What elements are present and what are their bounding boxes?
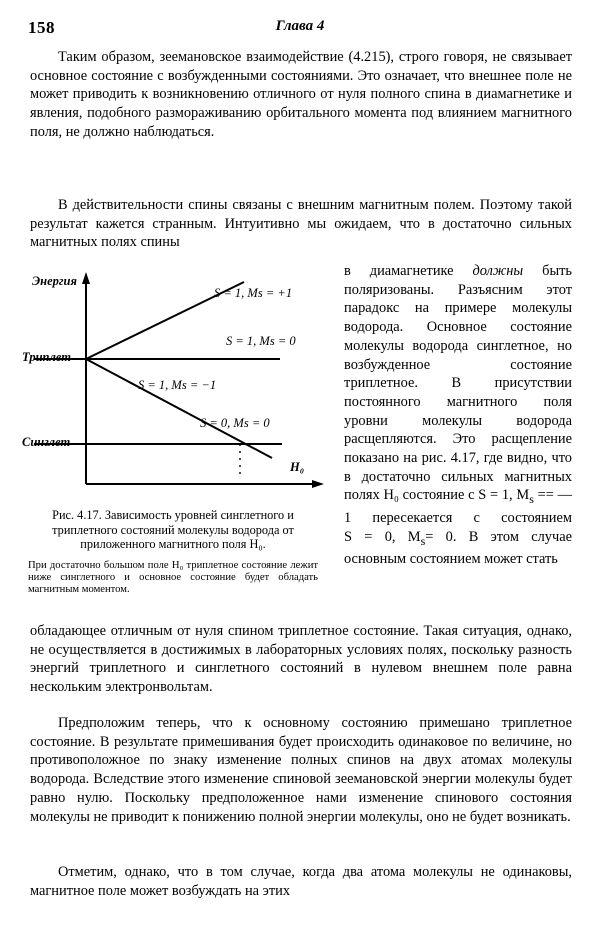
right-column-text [344, 262, 572, 569]
page-number: 158 [28, 18, 55, 37]
level-label-triplet: Триплет [22, 350, 71, 364]
axis-x-label: H₀ [290, 460, 305, 474]
axis-y-label: Энергия [32, 274, 77, 288]
rc-part-3: состояние с [398, 487, 479, 504]
rc-h0: H₀ [383, 487, 399, 504]
rc-s1: S = 1, [478, 487, 513, 504]
rc-ms-sub: $_s$ = [529, 487, 546, 507]
rc-s0: S = 0, M [344, 528, 421, 545]
rc-ms-sub-2: s [420, 533, 426, 548]
paragraph-3-block [30, 622, 572, 697]
paragraph-1: Таким образом, зеемановское взаимодействие (4.215), строго говоря, не связывает основное состояние с возбужденными состояниями. Это означает, что внешнее поле не может приводить к возникновению отличного от нуля полного спина в диамагнетике и явления, подобного размораживанию орбитального момента под влиянием магнитного поля, не должно наблюдаться. [30, 49, 572, 140]
paragraph-2-block [30, 196, 572, 252]
level-label-singlet: Синглет [22, 435, 71, 449]
right-column-paragraph [344, 262, 572, 569]
curve-label-s1-ms-plus1: S = 1, Ms = +1 [214, 286, 293, 300]
figure-note: При достаточно большом поле H₀ триплетное состояние лежит ниже синглетного и основное состояние будет обладать магнитным моментом. [28, 559, 318, 596]
paragraph-4-block [30, 714, 572, 826]
rc-italic-word: должны [472, 263, 524, 279]
rc-part-1: в диамагнетике [344, 263, 473, 279]
figure-graphic [14, 262, 332, 504]
rc-part-2: быть поляризованы. Разъясним этот парадокс на примере молекулы водорода. Основное состояние молекулы водорода синглетное, но возбужденное состояние триплетное. В присутствии постоянного магнитного поля уровни молекулы водорода расщепляются. Это расщепление показано на рис. 4.17, где видно, что в достаточно сильных магнитных полях [344, 263, 572, 504]
figure-caption: Рис. 4.17. Зависимость уровней синглетного и триплетного состояний молекулы водорода от приложенного магнитного поля H₀. [52, 508, 294, 552]
curve-label-s1-ms-0: S = 1, Ms = 0 [226, 334, 296, 348]
figure-4-17 [14, 262, 332, 597]
page-header [28, 18, 572, 38]
paragraph-5-block [30, 863, 572, 900]
rc-ms: M [516, 487, 530, 504]
paragraph-4: Предположим теперь, что к основному состоянию примешано триплетное состояние. В результате примешивания будет происходить одинаковое по величине, но противоположное по знаку изменение полных спинов на двух атомах молекулы водорода. Вследствие этого изменение спиновой зеемановской энергии молекулы будет равно нулю. Поскольку предположенное нами изменение спинового состояния молекулы не приводит к понижению полной энергии молекулы, оно не будет возникать. [30, 715, 572, 825]
rc-part-4: = — 1 пересекается с состоянием [344, 487, 572, 527]
paragraph-2: В действительности спины связаны с внешним магнитным полем. Поэтому такой результат кажется странным. Интуитивно мы ожидаем, что в достаточно сильных магнитных полях спины [30, 197, 572, 251]
paragraph-5: Отметим, однако, что в том случае, когда два атома молекулы не одинаковы, магнитное поле может возбуждать на этих [30, 864, 572, 899]
paragraph-1-block [30, 48, 572, 142]
curve-label-s1-ms-minus1: S = 1, Ms = −1 [138, 378, 217, 392]
chapter-title: Глава 4 [275, 18, 325, 34]
curve-label-s0-ms-0: S = 0, Ms = 0 [200, 416, 270, 430]
paragraph-3: обладающее отличным от нуля спином триплетное состояние. Такая ситуация, однако, не осуществляется в достижимых в лабораторных условиях полях, поскольку разность энергий триплетного и синглетного состояний в нулевом внешнем поле равна нескольким электронвольтам. [30, 623, 572, 696]
rc-part-5: = 0. В этом случае основным состоянием может стать [344, 528, 572, 568]
